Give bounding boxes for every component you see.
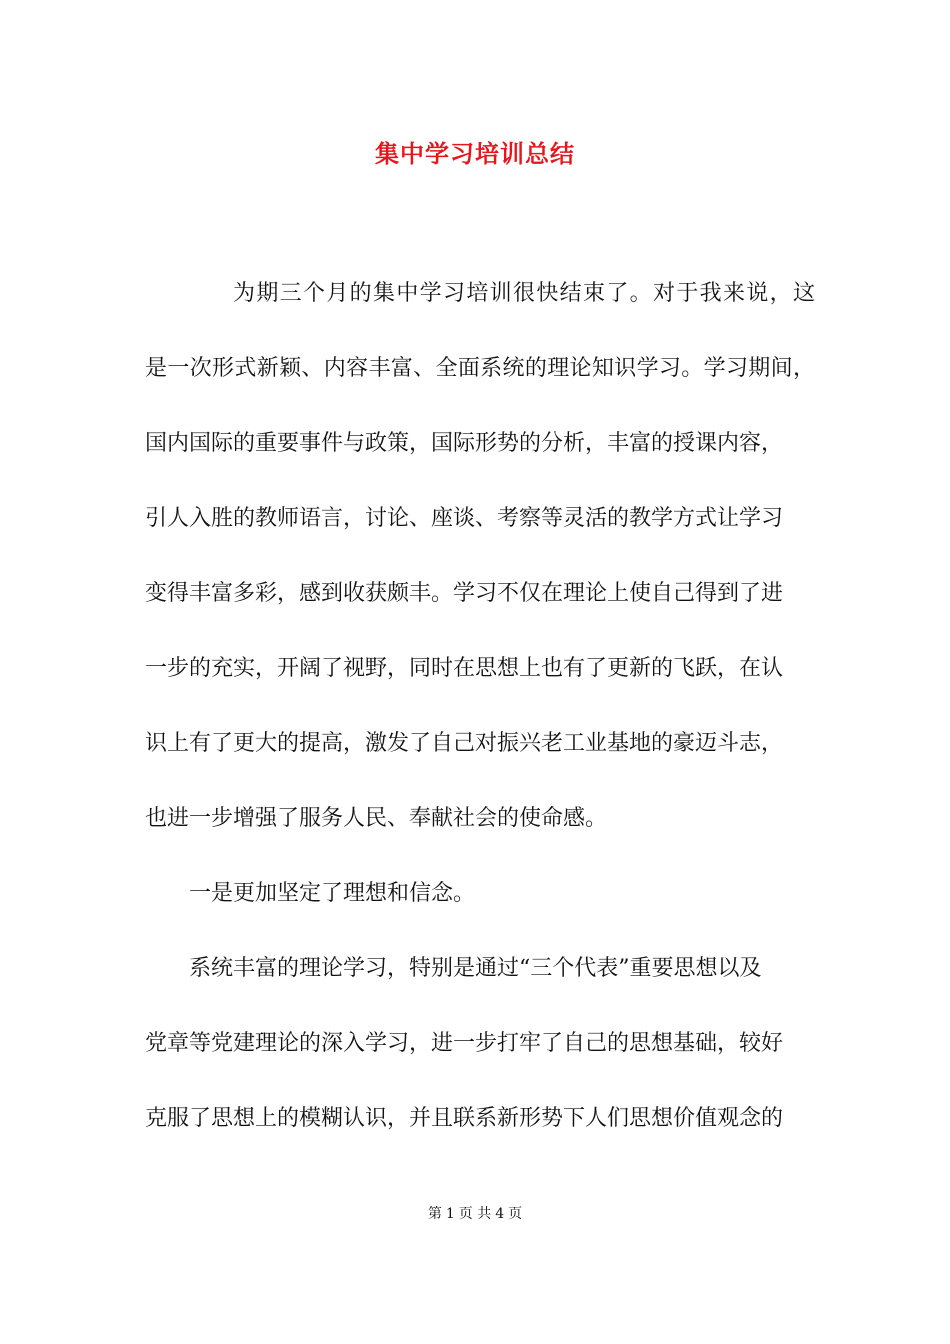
page-footer [0, 1204, 950, 1224]
footer-prefix: 第 [427, 1206, 442, 1222]
paragraph-line: 为期三个月的集中学习培训很快结束了。对于我来说，这 [233, 281, 815, 306]
document-title: 集中学习培训总结 [375, 139, 575, 168]
paragraph-line: 党章等党建理论的深入学习，进一步打牢了自己的思想基础，较好 [145, 1031, 784, 1056]
footer-total-pages: 4 [495, 1206, 505, 1222]
paragraph-line: 系统丰富的理论学习，特别是通过“三个代表”重要思想以及 [189, 956, 762, 981]
footer-middle: 页 共 [458, 1206, 492, 1222]
section-heading: 一是更加坚定了理想和信念。 [189, 881, 476, 906]
footer-suffix: 页 [508, 1206, 523, 1222]
paragraph-line: 也进一步增强了服务人民、奉献社会的使命感。 [145, 806, 608, 831]
paragraph-line: 国内国际的重要事件与政策，国际形势的分析，丰富的授课内容， [145, 431, 784, 456]
paragraph-line: 变得丰富多彩，感到收获颇丰。学习不仅在理论上使自己得到了进 [145, 581, 784, 606]
paragraph-line: 引人入胜的教师语言，讨论、座谈、考察等灵活的教学方式让学习 [145, 506, 784, 531]
footer-page-number: 1 [445, 1206, 455, 1222]
paragraph-line: 克服了思想上的模糊认识，并且联系新形势下人们思想价值观念的 [145, 1106, 784, 1131]
paragraph-line: 一步的充实，开阔了视野，同时在思想上也有了更新的飞跃，在认 [145, 656, 784, 681]
paragraph-line: 识上有了更大的提高，激发了自己对振兴老工业基地的豪迈斗志， [145, 731, 784, 756]
paragraph-line: 是一次形式新颖、内容丰富、全面系统的理论知识学习。学习期间， [145, 356, 815, 381]
